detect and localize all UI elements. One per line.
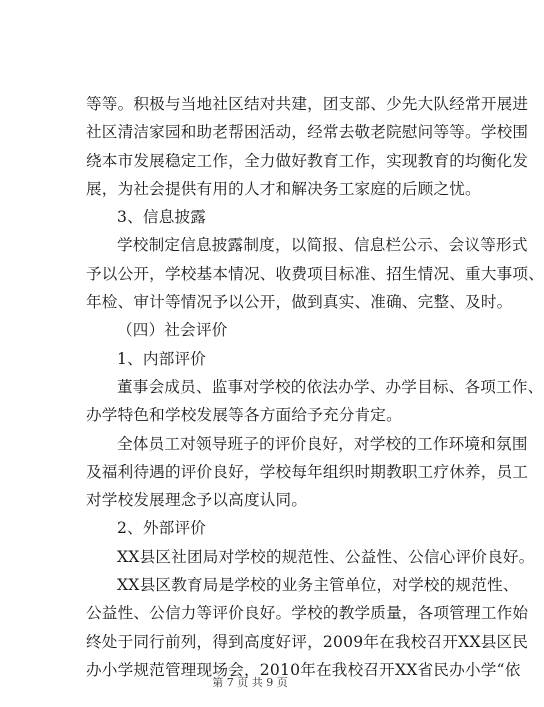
text-line: 办小学规范管理现场会，2010年在我校召开XX省民办小学“依 bbox=[86, 660, 521, 679]
text-line: 予以公开，学校基本情况、收费项目标准、招生情况、重大事项、 bbox=[86, 264, 544, 283]
text-line: 公益性、公信力等评价良好。学校的教学质量，各项管理工作始 bbox=[86, 604, 529, 623]
text-line: 绕本市发展稳定工作，全力做好教育工作，实现教育的均衡化发 bbox=[86, 151, 529, 170]
text-line: XX县区社团局对学校的规范性、公益性、公信心评价良好。 bbox=[117, 547, 535, 566]
section-heading: 1、内部评价 bbox=[117, 349, 207, 368]
text-line: 展，为社会提供有用的人才和解决务工家庭的后顾之忧。 bbox=[86, 179, 481, 198]
section-heading: 2、外部评价 bbox=[117, 519, 207, 538]
text-line: 董事会成员、监事对学校的依法办学、办学目标、各项工作、 bbox=[117, 377, 544, 396]
text-line: 终处于同行前列，得到高度好评，2009年在我校召开XX县区民 bbox=[86, 632, 529, 651]
text-line: 及福利待遇的评价良好，学校每年组织时期教职工疗休养，员工 bbox=[86, 462, 529, 481]
body-text bbox=[86, 90, 544, 684]
page-number-footer: 第 7 页 共 9 页 bbox=[212, 676, 288, 689]
text-line: 等等。积极与当地社区结对共建，团支部、少先大队经常开展进 bbox=[86, 95, 529, 113]
text-line: 年检、审计等情况予以公开，做到真实、准确、完整、及时。 bbox=[86, 293, 513, 312]
text-line: 社区清洁家园和助老帮困活动，经常去敬老院慰问等等。学校围 bbox=[86, 123, 529, 142]
text-line: 学校制定信息披露制度，以简报、信息栏公示、会议等形式 bbox=[117, 236, 528, 255]
document-body bbox=[86, 90, 544, 684]
section-heading: 3、信息披露 bbox=[117, 208, 207, 227]
text-line: 全体员工对领导班子的评价良好，对学校的工作环境和氛围 bbox=[117, 434, 528, 453]
text-line: 办学特色和学校发展等各方面给予充分肯定。 bbox=[86, 406, 402, 425]
section-heading: （四）社会评价 bbox=[117, 321, 228, 340]
text-line: XX县区教育局是学校的业务主管单位，对学校的规范性、 bbox=[117, 576, 519, 595]
text-line: 对学校发展理念予以高度认同。 bbox=[86, 491, 308, 510]
